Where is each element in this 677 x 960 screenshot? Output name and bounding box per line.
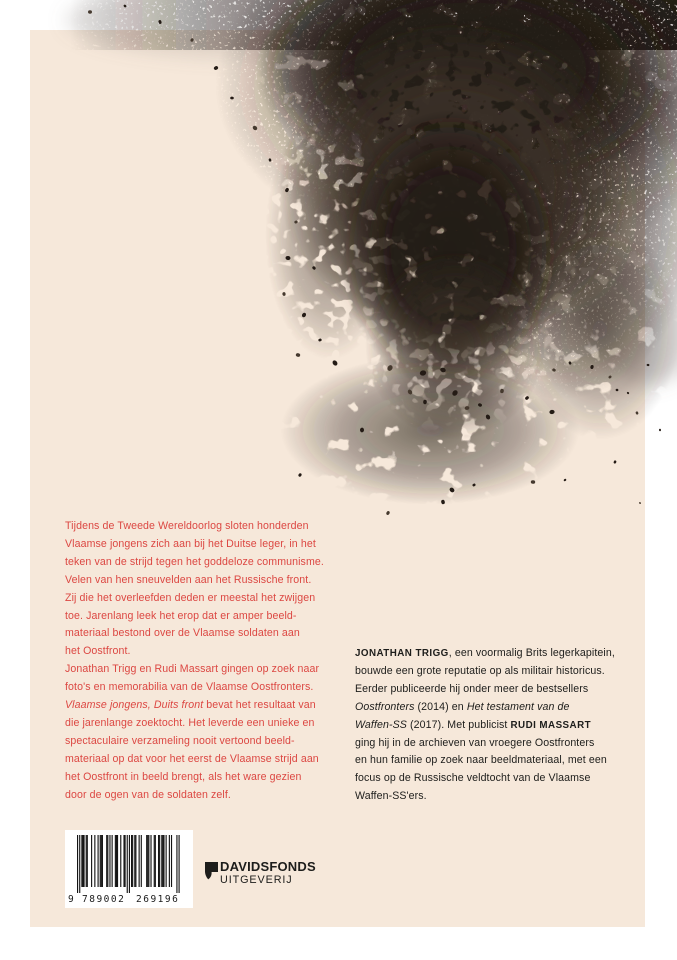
davidsfonds-quote-mark-icon (205, 862, 218, 880)
barcode-group1: 789002 (82, 894, 126, 905)
blurb-text: Tijdens de Tweede Wereldoorlog sloten honderden Vlaamse jongens zich aan bij het Duitse leger, in het teken van de strijd tegen het goddeloze communisme. Velen van hen sneuvelden aan het Russische front. Zij die het overleefden deden er meestal het zwijgen toe. Jarenlang leek het erop dat er amper beeld- materiaal bestond over de Vlaamse soldaten aan het Oostfront. Jonathan Trigg en Rudi Massart gingen op zoek naar foto's en memorabilia van de Vlaamse Oostfronters. Vlaamse jongens, Duits front bevat het resultaat van die jarenlange zoektocht. Het leverde een unieke en spectaculaire verzameling nooit vertoond beeld- materiaal op dat voor het eerst de Vlaamse strijd aan het Oostfront in beeld brengt, als het ware gezien door de ogen van de soldaten zelf. (65, 520, 324, 801)
author-note-text: JONATHAN TRIGG, een voormalig Brits legerkapitein, bouwde een grote reputatie op als militair historicus. Eerder publiceerde hij onder meer de bestsellers Oostfronters (2014) en Het testament van de Waffen-SS (2017). Met publicist RUDI MASSART ging hij in de archieven van vroegere Oostfronters en hun familie op zoek naar beeldmateriaal, met een focus op de Russische veldtocht van de Vlaamse Waffen-SS'ers. (355, 647, 615, 803)
barcode-prefix-digit: 9 (68, 894, 74, 905)
publisher-subtitle: UITGEVERIJ (220, 874, 293, 886)
publisher-name: DAVIDSFONDS (220, 859, 316, 874)
barcode-group2: 269196 (136, 894, 180, 905)
barcode (65, 830, 193, 908)
barcode-bars (77, 835, 180, 893)
publisher-logo (205, 860, 316, 886)
